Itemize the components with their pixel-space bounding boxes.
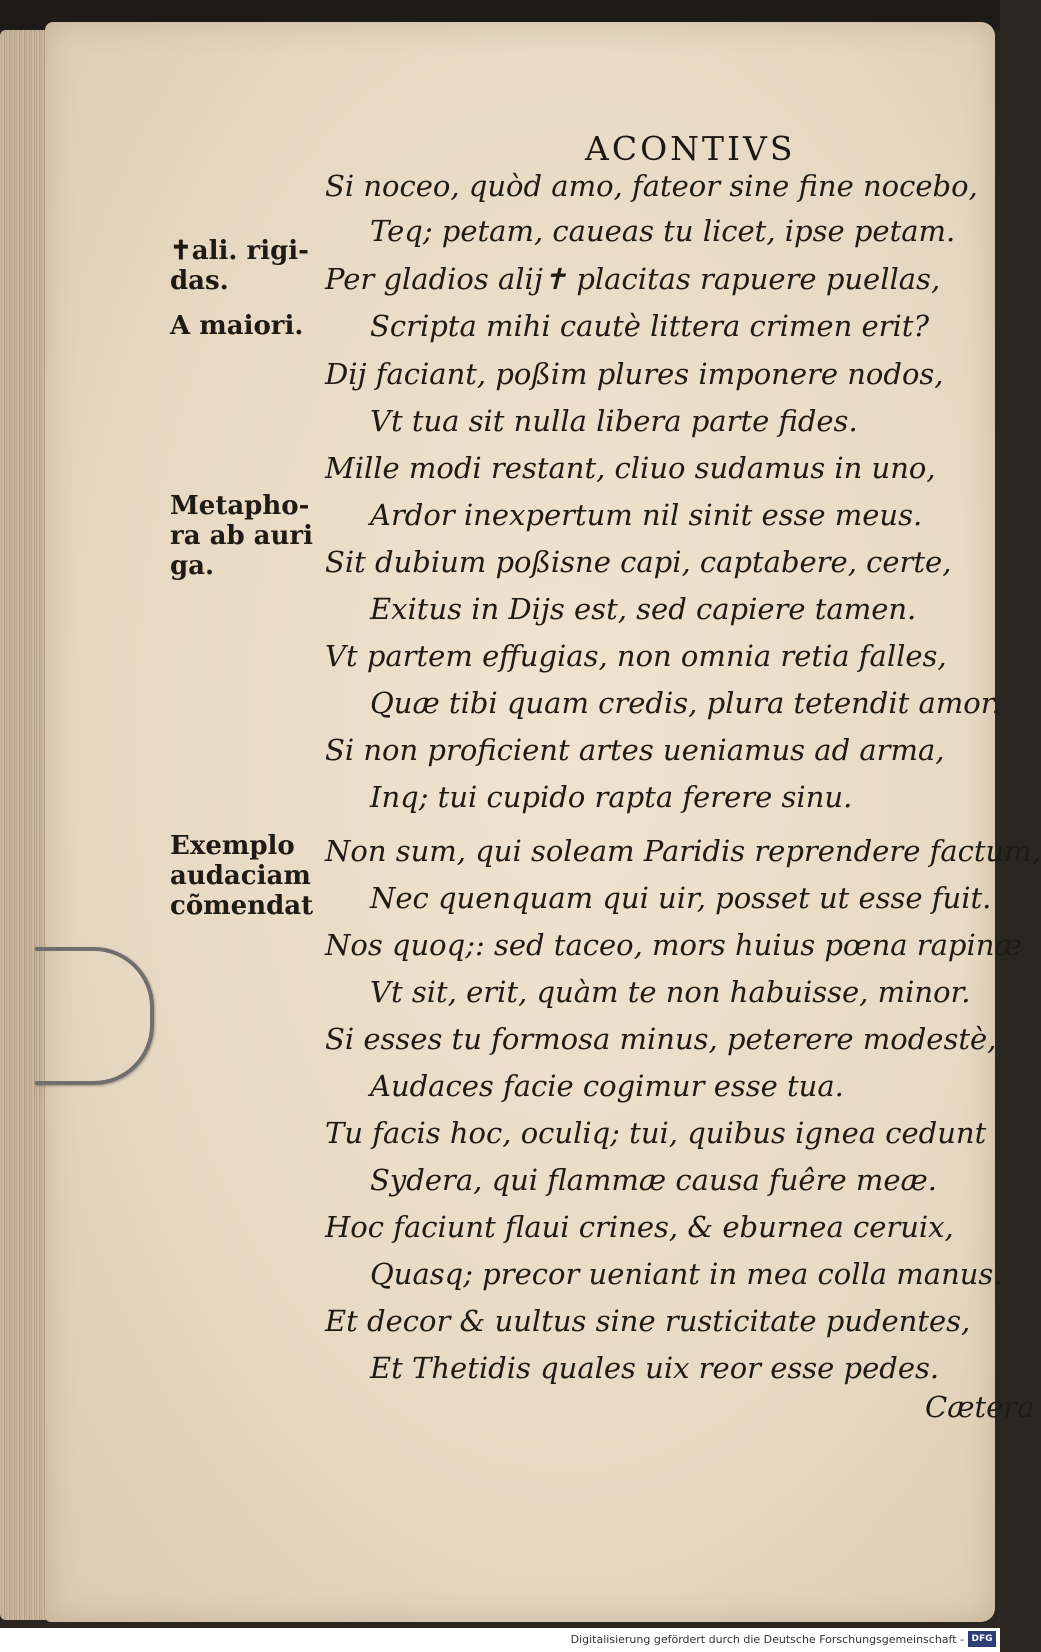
margin-note-line: ra ab auri: [170, 520, 313, 551]
margin-note-line: das.: [170, 265, 229, 296]
margin-note-4: [170, 832, 313, 922]
margin-note-line: A maiori.: [170, 311, 304, 341]
verse-line: Teq; petam, caueas tu licet, ipse petam.: [370, 214, 956, 248]
book-page: [45, 22, 1041, 1622]
page-clip: [35, 947, 154, 1085]
verse-line: Nec quenquam qui uir, posset ut esse fuit.: [370, 881, 992, 915]
verse-line: Sit dubium poßisne capi, captabere, certe,: [325, 545, 952, 579]
verse-line: Per gladios alij✝ placitas rapuere puellas,: [325, 262, 941, 296]
verse-line: Tu facis hoc, oculiq; tui, quibus ignea cedunt: [325, 1116, 987, 1150]
digitization-footer: [0, 1628, 1000, 1652]
verse-line: Quasq; precor ueniant in mea colla manus.: [370, 1257, 1003, 1291]
verse-line: Nos quoq;: sed taceo, mors huius pœna rapinæ: [325, 928, 1022, 962]
verse-line: Hoc faciunt flaui crines, & eburnea ceruix,: [325, 1210, 954, 1244]
margin-note-2: [170, 312, 303, 342]
verse-line: Si noceo, quòd amo, fateor sine fine nocebo,: [325, 169, 978, 203]
verse-line: Audaces facie cogimur esse tua.: [370, 1069, 844, 1103]
margin-note-line: cõmendat: [170, 890, 314, 921]
verse-line: Vt tua sit nulla libera parte fides.: [370, 404, 858, 438]
margin-note-line: Metapho-: [170, 491, 310, 521]
dfg-logo-icon: DFG: [968, 1631, 996, 1647]
verse-line: Dij faciant, poßim plures imponere nodos,: [325, 357, 944, 391]
catchword: Cætera: [925, 1390, 1035, 1424]
verse-line: Mille modi restant, cliuo sudamus in uno,: [325, 451, 936, 485]
margin-note-line: ga.: [170, 550, 215, 581]
verse-line: Exitus in Dijs est, sed capiere tamen.: [370, 592, 917, 626]
margin-note-line: Exemplo: [170, 831, 295, 861]
margin-note-line: audaciam: [170, 860, 311, 891]
verse-line: Si esses tu formosa minus, peterere modestè,: [325, 1022, 997, 1056]
verse-line: Non sum, qui soleam Paridis reprendere factum,: [325, 834, 1041, 868]
verse-line: Quæ tibi quam credis, plura tetendit amor.: [370, 686, 1001, 720]
verse-line: Vt partem effugias, non omnia retia falles,: [325, 639, 947, 673]
margin-note-3: [170, 492, 313, 582]
verse-line: Scripta mihi cautè littera crimen erit?: [370, 309, 929, 343]
verse-line: Inq; tui cupido rapta ferere sinu.: [370, 780, 853, 814]
verse-line: Ardor inexpertum nil sinit esse meus.: [370, 498, 923, 532]
footer-credit: Digitalisierung gefördert durch die Deutsche Forschungsgemeinschaft -: [570, 1633, 964, 1646]
verse-line: Sydera, qui flammæ causa fuêre meæ.: [370, 1163, 937, 1197]
margin-note-line: ✝ali. rigi-: [170, 236, 309, 266]
verse-line: Et Thetidis quales uix reor esse pedes.: [370, 1351, 940, 1385]
running-header: ACONTIVS: [585, 129, 796, 168]
verse-line: Vt sit, erit, quàm te non habuisse, minor.: [370, 975, 971, 1009]
verse-line: Et decor & uultus sine rusticitate pudentes,: [325, 1304, 971, 1338]
margin-note-1: [170, 237, 309, 297]
verse-line: Si non proficient artes ueniamus ad arma,: [325, 733, 945, 767]
